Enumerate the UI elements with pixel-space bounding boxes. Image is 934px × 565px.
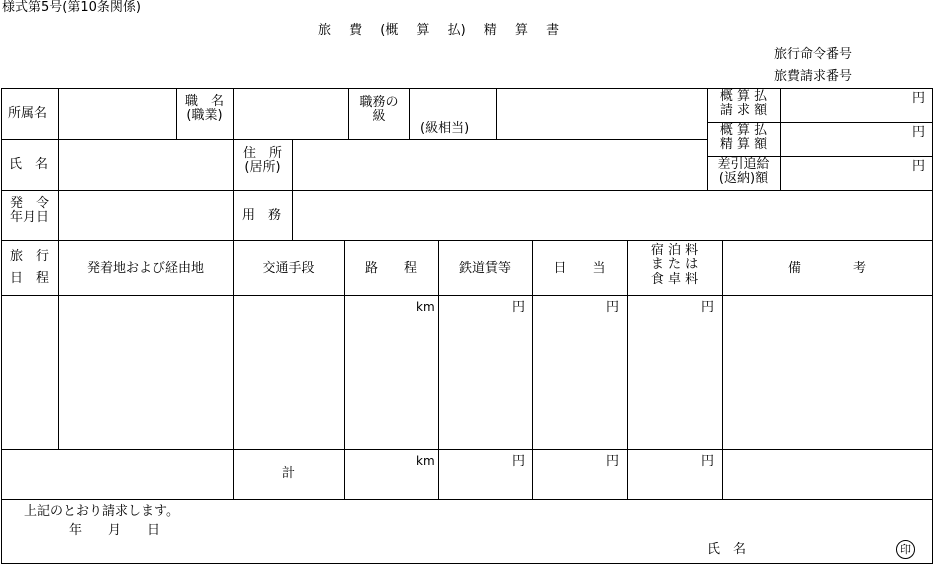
lodging-yen: 円 (701, 300, 715, 315)
request-number-label: 旅費請求番号 (774, 69, 853, 84)
order-number-label: 旅行命令番号 (774, 47, 853, 62)
rail-yen: 円 (512, 300, 526, 315)
remarks-header: 備 考 (787, 261, 866, 276)
rail-fare-header: 鉄道賃等 (458, 261, 511, 276)
estimate-settle-yen: 円 (912, 125, 926, 140)
job-title-label: 職 名 (職業) (184, 94, 224, 124)
request-date: 年 月 日 (69, 523, 161, 538)
distance-header: 路 程 (364, 261, 417, 276)
daily-yen: 円 (606, 300, 620, 315)
lodging-header: 宿 泊 料 ま た は 食 卓 料 (650, 243, 699, 287)
distance-unit: km (416, 300, 435, 314)
daily-allowance-header: 日 当 (553, 261, 606, 276)
difference-yen: 円 (912, 159, 926, 174)
seal-icon: 印 (896, 540, 915, 559)
purpose-label: 用 務 (242, 208, 282, 223)
total-distance-unit: km (416, 454, 435, 468)
estimate-settle-label: 概 算 払 精 算 額 (719, 123, 768, 153)
total-daily-yen: 円 (606, 454, 620, 469)
estimate-request-label: 概 算 払 請 求 額 (719, 89, 768, 119)
grade-label: 職務の 級 (359, 95, 399, 125)
page-title: 旅 費 (概 算 払) 精 算 書 (318, 23, 560, 38)
grade-equivalent-label: (級相当) (420, 121, 470, 136)
total-lodging-yen: 円 (701, 454, 715, 469)
total-label: 計 (281, 466, 295, 481)
total-rail-yen: 円 (512, 454, 526, 469)
form-number: 様式第5号(第10条関係) (2, 0, 141, 15)
issue-date-label: 発 令 年月日 (9, 196, 49, 226)
difference-label: 差引追給 (返納)額 (717, 157, 770, 187)
estimate-request-yen: 円 (912, 91, 926, 106)
route-header: 発着地および経由地 (86, 261, 204, 276)
signature-name-label: 氏 名 (707, 542, 747, 557)
affiliation-label: 所属名 (8, 106, 48, 121)
travel-schedule-label: 旅 行 日 程 (9, 249, 49, 287)
request-statement: 上記のとおり請求します。 (24, 504, 179, 519)
name-label: 氏 名 (9, 157, 49, 172)
address-label: 住 所 (居所) (242, 146, 282, 176)
transport-header: 交通手段 (262, 261, 315, 276)
